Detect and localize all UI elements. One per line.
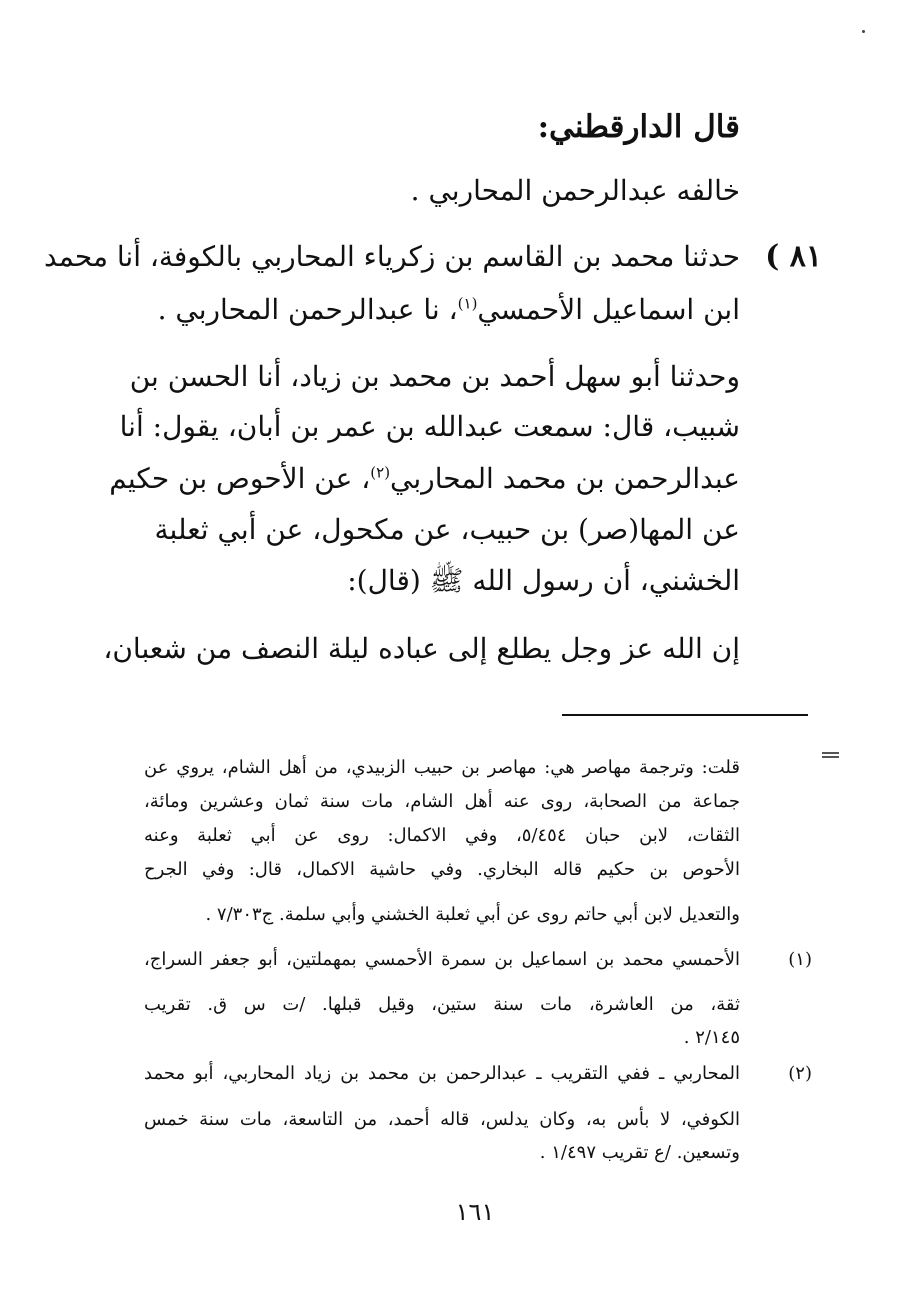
hadith-text: ابن اسماعيل الأحمسي xyxy=(477,293,740,326)
isnad-line: شبيب، قال: سمعت عبدالله بن عمر بن أبان، يقول: أنا xyxy=(119,410,740,443)
note-mark xyxy=(822,752,839,758)
hadith-number: ٨١ ) xyxy=(765,239,822,274)
footnote-line: المحاربي ـ ففي التقريب ـ عبدالرحمن بن محمد بن زياد المحاربي، أبو محمد xyxy=(144,1063,740,1084)
footnote-number: (١) xyxy=(788,949,812,970)
isnad-line: وحدثنا أبو سهل أحمد بن محمد بن زياد، أنا الحسن بن xyxy=(129,360,740,393)
isnad-line: الخشني، أن رسول الله ﷺ (قال): xyxy=(347,564,740,597)
footnote-line: جماعة من الصحابة، روى عنه أهل الشام، مات سنة ثمان وعشرين ومائة، xyxy=(144,791,740,812)
footnote-line: الأحمسي محمد بن اسماعيل بن سمرة الأحمسي بمهملتين، أبو جعفر السراج، xyxy=(144,949,740,970)
hadith-line xyxy=(156,286,740,334)
footnote-line: الأحوص بن حكيم قاله البخاري. وفي حاشية الاكمال، قال: وفي الجرح xyxy=(144,859,740,880)
footnote-line: والتعديل لابن أبي حاتم روى عن أبي ثعلبة الخشني وأبي سلمة. ج٧/٣٠٣ . xyxy=(205,904,740,925)
isnad-text: ، عن الأحوص بن حكيم xyxy=(109,462,371,495)
body-line: خالفه عبدالرحمن المحاربي . xyxy=(410,174,740,207)
page-number: ١٦١ xyxy=(455,1198,495,1226)
footnote-line: وتسعين. /ع تقريب ١/٤٩٧ . xyxy=(539,1142,740,1163)
footnote-separator xyxy=(562,714,808,716)
footnote-number: (٢) xyxy=(788,1063,812,1084)
footnote-line: الكوفي، لا بأس به، وكان يدلس، قاله أحمد، من التاسعة، مات سنة خمس xyxy=(144,1109,740,1130)
hadith-line: حدثنا محمد بن القاسم بن زكرياء المحاربي بالكوفة، أنا محمد xyxy=(44,240,740,273)
isnad-line: عن المها(صر) بن حبيب، عن مكحول، عن أبي ثعلبة xyxy=(154,513,740,546)
isnad-text: عبدالرحمن بن محمد المحاربي xyxy=(390,462,740,495)
isnad-line xyxy=(109,455,740,503)
footnote-reference: (٢) xyxy=(370,463,391,482)
section-heading: قال الدارقطني: xyxy=(537,109,740,145)
footnote-line: ٢/١٤٥ . xyxy=(683,1027,740,1048)
footnote-line: الثقات، لابن حبان ٥/٤٥٤، وفي الاكمال: روى عن أبي ثعلبة وعنه xyxy=(144,825,740,846)
footnote-reference: (١) xyxy=(457,294,478,313)
hadith-text: ، نا عبدالرحمن المحاربي . xyxy=(157,293,458,326)
matn-line: إن الله عز وجل يطلع إلى عباده ليلة النصف من شعبان، xyxy=(103,632,740,665)
footnote-line: ثقة، من العاشرة، مات سنة ستين، وقيل قبلها. /ت س ق. تقريب xyxy=(144,994,740,1015)
footnote-line: قلت: وترجمة مهاصر هي: مهاصر بن حبيب الزبيدي، من أهل الشام، يروي عن xyxy=(144,757,740,778)
corner-mark xyxy=(862,30,865,33)
